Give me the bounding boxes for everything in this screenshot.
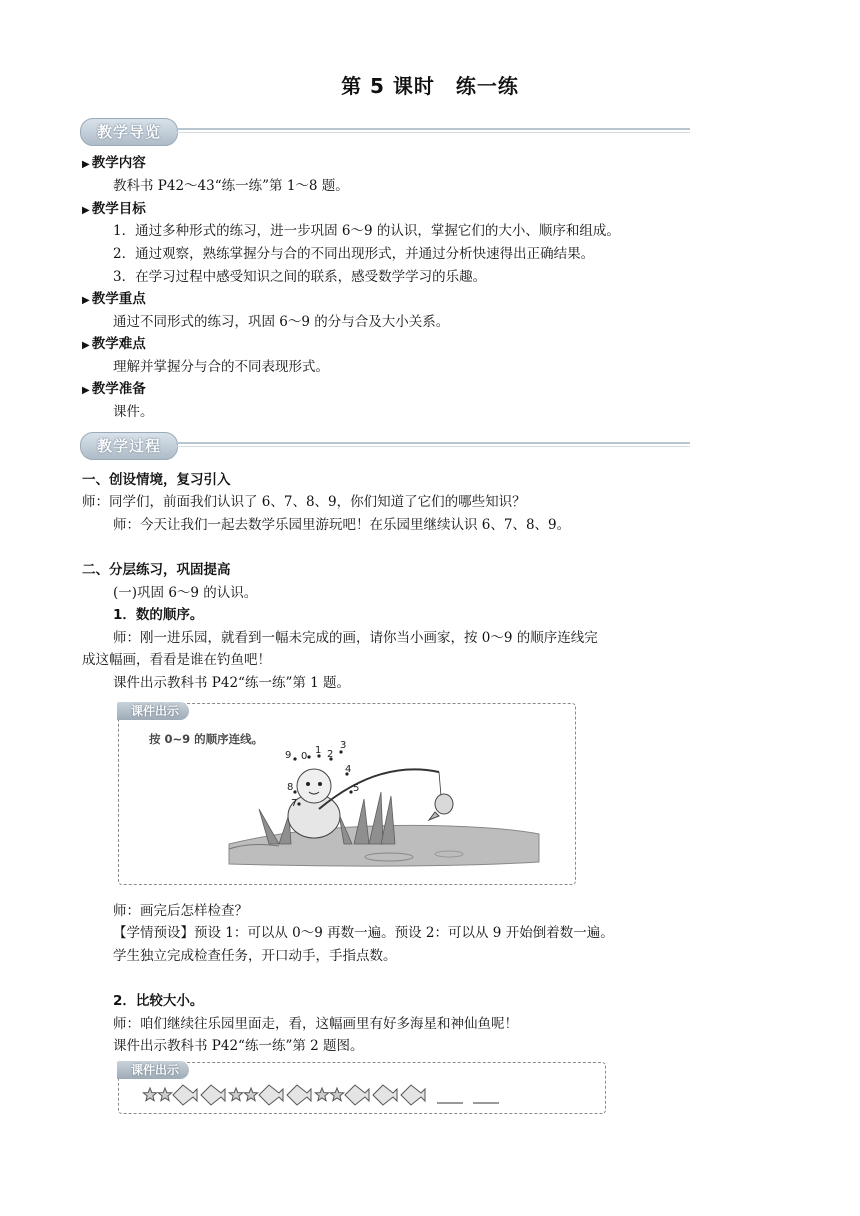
paragraph: 师：今天让我们一起去数学乐园里游玩吧！在乐园里继续认识 6、7、8、9。 bbox=[113, 517, 571, 533]
dot-number: 4 bbox=[345, 764, 352, 775]
angelfish-icon bbox=[345, 1085, 369, 1105]
starfish-angelfish-row bbox=[119, 1063, 605, 1113]
paragraph: 通过不同形式的练习，巩固 6～9 的分与合及大小关系。 bbox=[113, 314, 450, 330]
paragraph: 成这幅画，看看是谁在钓鱼吧！ bbox=[82, 652, 271, 668]
triangle-bullet-icon: ▶ bbox=[82, 295, 90, 306]
courseware-tag: 课件出示 bbox=[117, 1061, 189, 1079]
dot-number: 0 bbox=[301, 751, 308, 762]
dot-number: 2 bbox=[327, 749, 334, 760]
triangle-bullet-icon: ▶ bbox=[82, 385, 90, 396]
paragraph: 课件。 bbox=[113, 404, 154, 420]
section-divider bbox=[176, 442, 690, 447]
dot-number: 9 bbox=[285, 750, 292, 761]
courseware-tag: 课件出示 bbox=[117, 702, 189, 720]
courseware-figure-box bbox=[118, 1062, 606, 1114]
paragraph: 学生独立完成检查任务，开口动手，手指点数。 bbox=[113, 948, 397, 964]
dot-number: 7 bbox=[291, 798, 298, 809]
heading-content: ▶ 教学内容 bbox=[82, 154, 146, 174]
section-badge-guide: 教学导览 bbox=[80, 118, 178, 146]
heading-goals: ▶ 教学目标 bbox=[82, 200, 146, 220]
paragraph: 师：刚一进乐园，就看到一幅未完成的画，请你当小画家，按 0～9 的顺序连线完 bbox=[113, 630, 598, 646]
goal-item: 2．通过观察，熟练掌握分与合的不同出现形式，并通过分析快速得出正确结果。 bbox=[113, 246, 595, 262]
paragraph: 师：咱们继续往乐园里面走，看，这幅画里有好多海星和神仙鱼呢！ bbox=[113, 1016, 518, 1032]
goal-item: 3．在学习过程中感受知识之间的联系，感受数学学习的乐趣。 bbox=[113, 269, 487, 285]
heading-key: ▶ 教学重点 bbox=[82, 290, 146, 310]
starfish-icon bbox=[143, 1088, 156, 1101]
section-bar-process bbox=[80, 432, 690, 460]
dot-number: 1 bbox=[315, 745, 322, 756]
courseware-figure-box bbox=[118, 703, 576, 885]
paragraph: 师：画完后怎样检查？ bbox=[113, 903, 248, 919]
starfish-icon bbox=[330, 1088, 343, 1101]
dot-number: 8 bbox=[287, 782, 294, 793]
goal-item: 1．通过多种形式的练习，进一步巩固 6～9 的认识，掌握它们的大小、顺序和组成。 bbox=[113, 223, 620, 239]
angelfish-icon bbox=[259, 1085, 283, 1105]
figure-instruction: 按 0~9 的顺序连线。 bbox=[149, 732, 264, 746]
paragraph: (一)巩固 6～9 的认识。 bbox=[113, 585, 258, 601]
dot-number: 5 bbox=[353, 783, 360, 794]
angelfish-icon bbox=[373, 1085, 397, 1105]
page-title: 第 5 课时 练一练 bbox=[341, 74, 519, 98]
paragraph: 课件出示教科书 P42“练一练”第 1 题。 bbox=[113, 675, 351, 691]
section-heading: 二、分层练习，巩固提高 bbox=[82, 562, 231, 578]
angelfish-icon bbox=[401, 1085, 425, 1105]
dot-number: 3 bbox=[340, 740, 347, 751]
paragraph: 【学情预设】预设 1：可以从 0～9 再数一遍。预设 2：可以从 9 开始倒着数一遍。 bbox=[113, 925, 614, 941]
fishing-cat-illustration bbox=[119, 704, 575, 884]
section-heading: 一、创设情境，复习引入 bbox=[82, 472, 231, 488]
starfish-icon bbox=[158, 1088, 171, 1101]
section-badge-process: 教学过程 bbox=[80, 432, 178, 460]
triangle-bullet-icon: ▶ bbox=[82, 340, 90, 351]
starfish-icon bbox=[229, 1088, 242, 1101]
starfish-icon bbox=[244, 1088, 257, 1101]
triangle-bullet-icon: ▶ bbox=[82, 205, 90, 216]
item-heading: 1．数的顺序。 bbox=[113, 607, 204, 623]
starfish-icon bbox=[315, 1088, 328, 1101]
heading-prep: ▶ 教学准备 bbox=[82, 380, 146, 400]
paragraph: 师：同学们，前面我们认识了 6、7、8、9，你们知道了它们的哪些知识？ bbox=[82, 494, 526, 510]
paragraph: 教科书 P42～43“练一练”第 1～8 题。 bbox=[113, 178, 349, 194]
section-bar-guide bbox=[80, 118, 690, 146]
angelfish-icon bbox=[287, 1085, 311, 1105]
paragraph: 课件出示教科书 P42“练一练”第 2 题图。 bbox=[113, 1038, 364, 1054]
item-heading: 2．比较大小。 bbox=[113, 993, 204, 1009]
heading-difficult: ▶ 教学难点 bbox=[82, 335, 146, 355]
angelfish-icon bbox=[173, 1085, 197, 1105]
section-divider bbox=[176, 128, 690, 133]
angelfish-icon bbox=[201, 1085, 225, 1105]
paragraph: 理解并掌握分与合的不同表现形式。 bbox=[113, 359, 329, 375]
triangle-bullet-icon: ▶ bbox=[82, 159, 90, 170]
